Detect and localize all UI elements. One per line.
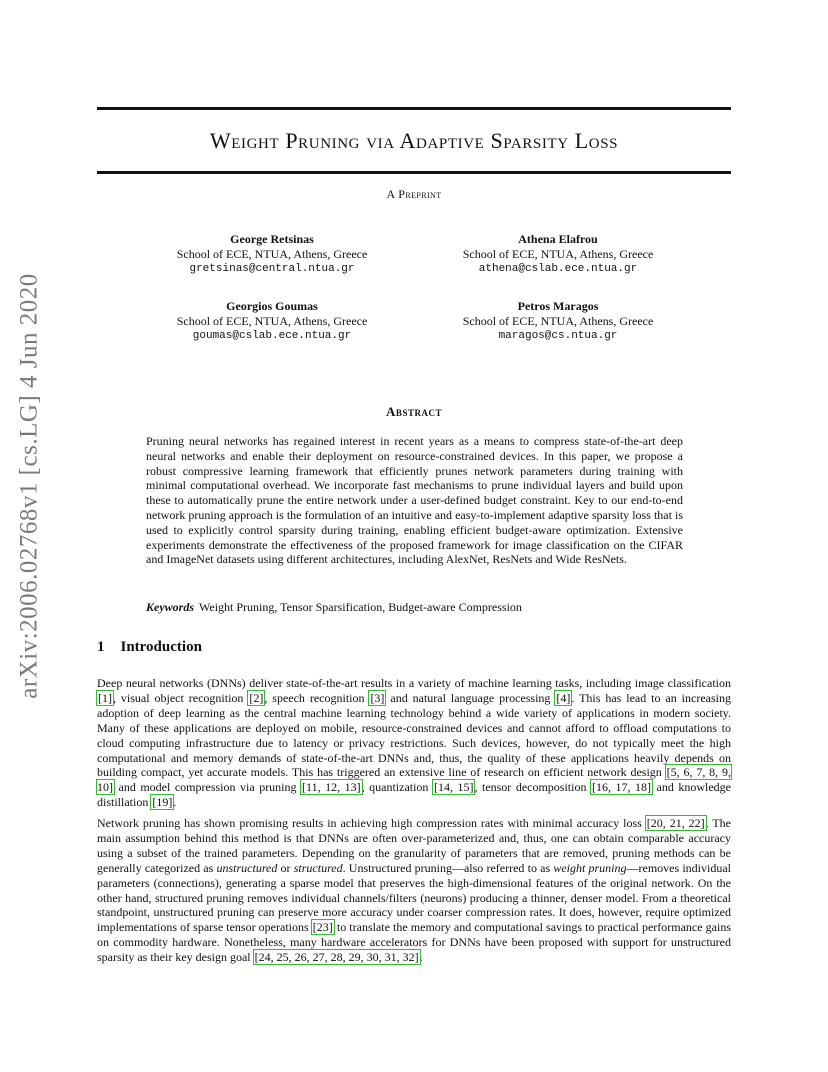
title-rule-top — [97, 107, 731, 110]
title-rule-bottom — [97, 171, 731, 174]
text-run: . The main assumption behind this method is that DNNs are often over-parameterized and, thus, one can obtain comparable accuracy using a subset of the trained parameters. Depending on the granularity of parameters that are removed, pruning methods can be generally categorized as — [97, 816, 731, 875]
citation-link[interactable]: [20, 21, 22] — [646, 816, 705, 830]
paper-title: Weight Pruning via Adaptive Sparsity Loss — [209, 128, 619, 153]
abstract-text: Pruning neural networks has regained interest in recent years as a means to compress state-of-the-art deep neural networks and enable their deployment on resource-constrained devices. In this paper, we propose a robust compressive learning framework that efficiently prunes network parameters during training with minimal computational overhead. We incorporate fast mechanisms to prune individual layers and build upon these to automatically prune the entire network under a user-defined budget constraint. Key to our end-to-end network pruning approach is the formulation of an intuitive and easy-to-implement adaptive sparsity loss that is used to explicitly control sparsity during training, enabling efficient budget-aware optimization. Extensive experiments demonstrate the effectiveness of the proposed framework for image classification on the CIFAR and ImageNet datasets using different architectures, including AlexNet, ResNets and Wide ResNets. — [146, 434, 683, 567]
text-run: and model compression via pruning — [114, 780, 302, 795]
text-run: . — [173, 795, 177, 810]
author-email[interactable]: gretsinas@central.ntua.gr — [189, 263, 355, 275]
text-run: , speech recognition — [264, 690, 370, 705]
citation-link[interactable]: [14, 15] — [433, 780, 474, 795]
keywords-label: Keywords — [146, 600, 194, 614]
citation-link[interactable]: [3] — [370, 690, 385, 705]
text-run: . — [419, 950, 423, 965]
author-block — [142, 299, 402, 344]
body-paragraph — [97, 816, 731, 965]
author-affiliation: School of ECE, NTUA, Athens, Greece — [462, 247, 654, 261]
citation-link[interactable]: [11, 12, 13] — [302, 780, 361, 795]
author-affiliation: School of ECE, NTUA, Athens, Greece — [462, 314, 654, 328]
author-email[interactable]: goumas@cslab.ece.ntua.gr — [192, 330, 352, 342]
author-affiliation: School of ECE, NTUA, Athens, Greece — [176, 314, 368, 328]
text-run: Network pruning has shown promising results in achieving high compression rates with minimal accuracy loss — [97, 816, 646, 830]
abstract-heading: Abstract — [386, 404, 442, 419]
text-run: and knowledge distillation — [97, 780, 731, 810]
citation-link[interactable]: [2] — [249, 690, 264, 705]
keywords-list: Weight Pruning, Tensor Sparsification, Budget-aware Compression — [199, 600, 522, 614]
citation-link[interactable]: [24, 25, 26, 27, 28, 29, 30, 31, 32] — [254, 950, 419, 965]
citation-link[interactable]: [4] — [556, 690, 571, 705]
body-paragraph — [97, 676, 731, 810]
text-run: and natural language processing — [385, 690, 556, 705]
text-run: —removes individual parameters (connections), generating a sparse model that preserves the high-dimensional features of the original network. On the other hand, structured pruning removes individual channels/filters (neurons) producing a thinner, denser model. From a theoretical standpoint, unstructured pruning can preserve more accuracy under coarser compression rates. It does, however, require optimized implementations of sparse tensor operations — [97, 860, 731, 935]
author-email[interactable]: maragos@cs.ntua.gr — [498, 330, 618, 342]
text-run: or — [277, 860, 294, 875]
section-number: 1 — [97, 639, 105, 655]
text-run: Deep neural networks (DNNs) deliver state-of-the-art results in a variety of machine learning tasks, including image classification — [97, 676, 731, 690]
author-email[interactable]: athena@cslab.ece.ntua.gr — [478, 263, 638, 275]
text-run: to translate the memory and computational savings to practical performance gains on commodity hardware. Nonetheless, many hardware accelerators for DNNs have been proposed with support for unstructured sparsity as their key design goal — [97, 920, 731, 965]
author-name: George Retsinas — [230, 232, 314, 246]
author-name: Athena Elafrou — [518, 232, 598, 246]
citation-link[interactable]: [19] — [152, 795, 173, 810]
emphasis: weight pruning — [553, 860, 627, 875]
text-run: , visual object recognition — [113, 690, 249, 705]
preprint-label: A Preprint — [386, 187, 442, 201]
author-block — [142, 232, 402, 277]
author-name: Petros Maragos — [517, 299, 599, 313]
author-name: Georgios Goumas — [226, 299, 318, 313]
citation-link[interactable]: [5, 6, 7, 8, 9, 10] — [97, 765, 731, 795]
text-run: , quantization — [361, 780, 433, 795]
emphasis: structured — [293, 860, 343, 875]
arxiv-identifier: arXiv:2006.02768v1 [cs.LG] 4 Jun 2020 — [16, 273, 43, 699]
citation-link[interactable]: [23] — [312, 920, 333, 935]
citation-link[interactable]: [1] — [98, 690, 112, 705]
keywords-line — [146, 600, 683, 615]
section-heading — [97, 639, 202, 656]
emphasis: unstructured — [216, 860, 278, 875]
author-block — [428, 299, 688, 344]
arxiv-side-stamp — [0, 273, 60, 699]
text-run: . This has lead to an increasing adoption of deep learning as the central machine learning technology behind a wide variety of applications in modern society. Many of these applications are deployed on mobile, resource-constrained devices and cannot afford to offload computations to cloud computing infrastructure due to latency or privacy restrictions. Such devices, however, do not typically meet the high computational and memory demands of state-of-the-art DNNs and, thus, the quality of these applications heavily depends on building compact, yet accurate models. This has triggered an extensive line of research on efficient network design — [97, 690, 731, 780]
citation-link[interactable]: [16, 17, 18] — [591, 780, 651, 795]
section-title: Introduction — [120, 639, 202, 655]
text-run: , tensor decomposition — [474, 780, 591, 795]
author-block — [428, 232, 688, 277]
text-run: . Unstructured pruning—also referred to as — [342, 860, 554, 875]
author-affiliation: School of ECE, NTUA, Athens, Greece — [176, 247, 368, 261]
